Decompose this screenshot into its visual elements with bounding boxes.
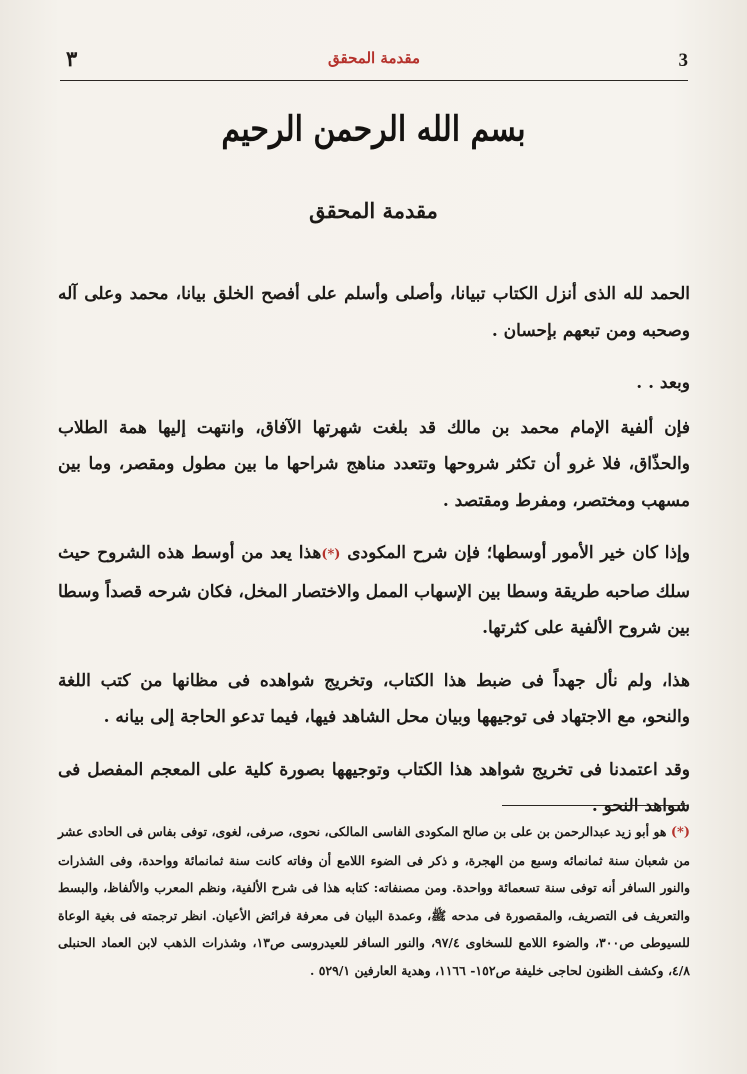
footnote [58,818,690,984]
paragraph-5: هذا، ولم نأل جهداً فى ضبط هذا الكتاب، وتخريج شواهده فى مظانها من كتب اللغة والنحو، مع الاجتهاد فى توجيهها وبيان محل الشاهد فيها، فيما تدعو الحاجة إلى بيانه . [58,670,690,727]
page-number-arabic: ٣ [66,46,78,71]
paragraph-3: فإن ألفية الإمام محمد بن مالك قد بلغت شهرتها الآفاق، وانتهت إليها همة الطلاب والحذّاق، فلا غرو أن تكثر شروحها وتتعدد مناهج شراحها ما بين مطول ومقصر، وما بين مسهب ومختصر، ومفرط ومقتصد . [58,417,690,511]
running-title: مقدمة المحقق [328,49,420,67]
running-header [60,44,688,78]
section-title: مقدمة المحقق [309,198,438,223]
paragraph-4-before: وإذا كان خير الأمور أوسطها؛ فإن شرح المكودى [347,543,690,563]
footnote-text: هو أبو زيد عبدالرحمن بن على بن صالح المكودى الفاسى المالكى، نحوى، صرفى، لغوى، توفى بفاس فى الحادى عشر من شعبان سنة ثمانمائه وسبع من الهجرة، و ذكر فى الضوء اللامع أن وفاته كانت سنة ثمانمائة وواحدة، وفى الشذرات والنور السافر أنه توفى سنة تسعمائة وواحدة. ومن مصنفاته: كتابه هذا فى شرح الألفية، ونظم المعرب والألفاظ، والبسط والتعريف فى التصريف، والمقصورة فى مدحه ﷺ، وعمدة البيان فى معرفة فرائض الأعيان. انظر ترجمته فى بغية الوعاة للسيوطى ص٣٠٠، والضوء اللامع للسخاوى ٩٧/٤، والنور السافر للعيدروسى ص١٣، وشذرات الذهب لابن العماد الحنبلى ٤/٨، وكشف الظنون لحاجى خليفة ص١٥٢- ١١٦٦، وهدية العارفين ٥٢٩/١ . [58,824,690,978]
paragraph-4-after: هذا يعد من أوسط هذه الشروح حيث سلك صاحبه طريقة وسطا بين الإسهاب الممل والاختصار المخل، فكان شرحه قصداً وسطا بين شروح الألفية على كثرتها. [58,543,690,638]
paragraph-1: الحمد لله الذى أنزل الكتاب تبيانا، وأصلى وأسلم على أفصح الخلق بيانا، محمد وعلى آله وصحبه ومن تبعهم بإحسان . [58,284,690,341]
paragraph-4 [58,535,690,647]
paragraph-6: وقد اعتمدنا فى تخريج شواهد هذا الكتاب وتوجيهها بصورة كلية على المعجم المفصل فى شواهد النحو . [58,759,690,816]
footnote-reference-marker[interactable]: (*) [321,547,341,562]
paragraph-2: وبعد . . [636,373,690,393]
footnote-rule [502,805,687,806]
basmala-calligraphy [0,109,747,149]
footnote-marker: (*) [670,825,690,840]
basmala-text: بسم الله الرحمن الرحيم [221,109,526,150]
page-number-latin: 3 [678,50,688,71]
body-text [58,276,690,841]
header-rule [60,80,688,81]
